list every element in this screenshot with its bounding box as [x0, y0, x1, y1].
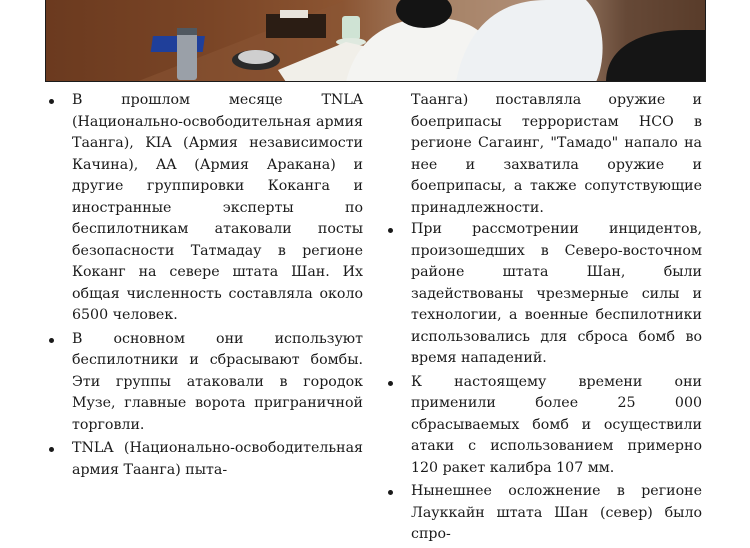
bullet-item: TNLA (Национально-освободительная армия Таанга) пыта- [47, 438, 363, 481]
bullet-item: При рассмотрении инцидентов, произошедших в Северо-восточном районе штата Шан, были задействованы чрезмерные силы и технологии, а военные беспилотники использовались для сброса бомб во время нападений. [386, 219, 702, 370]
bullet-item: Нынешнее осложнение в регионе Лауккайн штата Шан (север) было спро- [386, 481, 702, 546]
meeting-photo-icon [46, 0, 706, 82]
bullet-item: В основном они используют беспилотники и сбрасывают бомбы. Эти группы атаковали в городок Музе, главные ворота приграничной торговли. [47, 329, 363, 437]
left-column [47, 90, 363, 483]
right-column [386, 90, 702, 548]
meeting-photo [45, 0, 706, 82]
continuation-paragraph: Таанга) поставляла оружие и боеприпасы террористам НСО в регионе Сагаинг, "Тамадо" напало на нее и захватила оружие и боеприпасы, а также сопутствующие принадлежности. [411, 92, 702, 216]
bullet-item: К настоящему времени они применили более 25 000 сбрасываемых бомб и осуществили атаки с использованием примерно 120 ракет калибра 107 мм. [386, 372, 702, 480]
bullet-item: В прошлом месяце TNLA (Национально-освободительная армия Таанга), KIA (Армия независимости Качина), AA (Армия Аракана) и другие группировки Коканга и иностранные эксперты по беспилотникам атаковали посты безопасности Татмадау в регионе Коканг на севере штата Шан. Их общая численность составляла около 6500 человек. [47, 90, 363, 327]
